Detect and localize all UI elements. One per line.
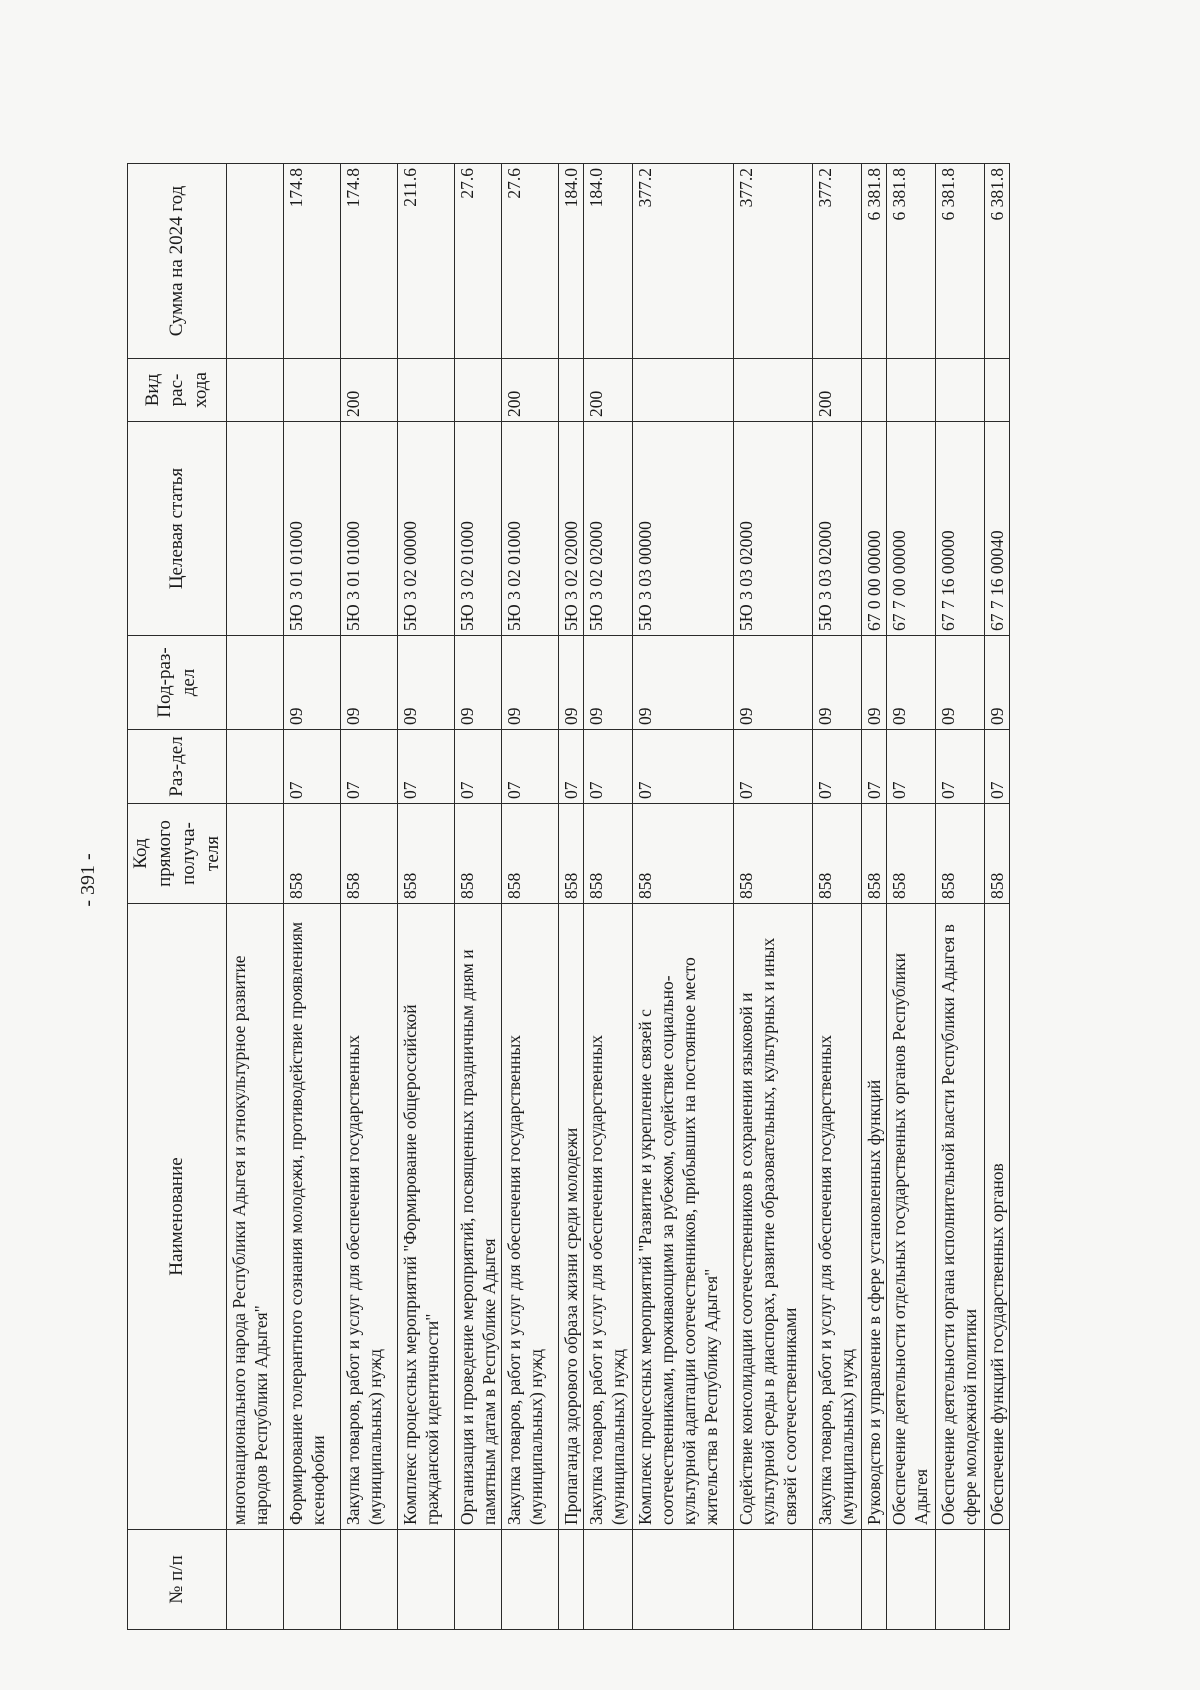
cell-num xyxy=(734,1530,813,1630)
cell-num xyxy=(985,1530,1010,1630)
cell-subsection: 09 xyxy=(887,636,936,730)
cell-sum: 377.2 xyxy=(633,164,734,359)
cell-expense xyxy=(985,359,1010,422)
cell-subsection: 09 xyxy=(398,636,455,730)
rotated-page xyxy=(77,164,1032,1630)
cell-name: Обеспечение функций государственных органов xyxy=(985,904,1010,1530)
cell-expense xyxy=(734,359,813,422)
table-row xyxy=(633,164,734,1630)
cell-sum: 377.2 xyxy=(734,164,813,359)
table-row xyxy=(455,164,502,1630)
cell-subsection: 09 xyxy=(559,636,584,730)
cell-sum: 377.2 xyxy=(813,164,862,359)
page-number: - 391 - xyxy=(77,853,99,907)
header-subsection: Под-раз-дел xyxy=(128,636,227,730)
cell-name: многонационального народа Республики Адыгея и этнокультурное развитие народов Республики Адыгея" xyxy=(227,904,284,1530)
cell-target: 5Ю 3 03 00000 xyxy=(633,422,734,636)
cell-expense: 200 xyxy=(584,359,633,422)
cell-target: 67 7 00 00000 xyxy=(887,422,936,636)
cell-name: Закупка товаров, работ и услуг для обеспечения государственных (муниципальных) нужд xyxy=(502,904,559,1530)
header-num: № п/п xyxy=(128,1530,227,1630)
cell-recipient: 858 xyxy=(284,804,341,904)
cell-section: 07 xyxy=(985,730,1010,804)
cell-section: 07 xyxy=(584,730,633,804)
header-target: Целевая статья xyxy=(128,422,227,636)
cell-section: 07 xyxy=(633,730,734,804)
cell-recipient: 858 xyxy=(734,804,813,904)
cell-name: Закупка товаров, работ и услуг для обеспечения государственных (муниципальных) нужд xyxy=(341,904,398,1530)
table-row xyxy=(936,164,985,1630)
header-sum: Сумма на 2024 год xyxy=(128,164,227,359)
cell-name: Комплекс процессных мероприятий "Развитие и укрепление связей с соотечественниками, проживающими за рубежом, содействие социально-культурной адаптации соотечественников, прибывших на постоянное место жительства в Республику Адыгея" xyxy=(633,904,734,1530)
cell-num xyxy=(633,1530,734,1630)
cell-name: Обеспечение деятельности отдельных государственных органов Республики Адыгея xyxy=(887,904,936,1530)
cell-expense xyxy=(936,359,985,422)
header-expense: Вид рас-хода xyxy=(128,359,227,422)
cell-recipient: 858 xyxy=(398,804,455,904)
cell-target: 5Ю 3 02 01000 xyxy=(455,422,502,636)
cell-target: 5Ю 3 02 00000 xyxy=(398,422,455,636)
cell-recipient: 858 xyxy=(584,804,633,904)
cell-name: Обеспечение деятельности органа исполнительной власти Республики Адыгея в сфере молодежной политики xyxy=(936,904,985,1530)
cell-subsection: 09 xyxy=(502,636,559,730)
table-header-row xyxy=(128,164,227,1630)
table-row xyxy=(398,164,455,1630)
cell-target: 5Ю 3 01 01000 xyxy=(284,422,341,636)
cell-name: Комплекс процессных мероприятий "Формирование общероссийской гражданской идентичности" xyxy=(398,904,455,1530)
cell-recipient: 858 xyxy=(455,804,502,904)
cell-num xyxy=(341,1530,398,1630)
cell-sum: 6 381.8 xyxy=(862,164,887,359)
cell-name: Формирование толерантного сознания молодежи, противодействие проявлениям ксенофобии xyxy=(284,904,341,1530)
cell-expense xyxy=(398,359,455,422)
cell-recipient: 858 xyxy=(502,804,559,904)
cell-expense xyxy=(862,359,887,422)
cell-section: 07 xyxy=(887,730,936,804)
cell-num xyxy=(455,1530,502,1630)
table-row xyxy=(284,164,341,1630)
cell-expense xyxy=(887,359,936,422)
table-row xyxy=(227,164,284,1630)
cell-recipient: 858 xyxy=(341,804,398,904)
cell-target: 5Ю 3 01 01000 xyxy=(341,422,398,636)
header-section: Раз-дел xyxy=(128,730,227,804)
cell-name: Пропаганда здорового образа жизни среди молодежи xyxy=(559,904,584,1530)
table-row xyxy=(985,164,1010,1630)
cell-recipient xyxy=(227,804,284,904)
cell-target: 5Ю 3 03 02000 xyxy=(813,422,862,636)
cell-expense xyxy=(284,359,341,422)
cell-num xyxy=(887,1530,936,1630)
cell-subsection xyxy=(227,636,284,730)
table-row xyxy=(887,164,936,1630)
table-row xyxy=(584,164,633,1630)
cell-target: 67 7 16 00040 xyxy=(985,422,1010,636)
cell-subsection: 09 xyxy=(633,636,734,730)
cell-name: Закупка товаров, работ и услуг для обеспечения государственных (муниципальных) нужд xyxy=(813,904,862,1530)
cell-recipient: 858 xyxy=(936,804,985,904)
table-row xyxy=(502,164,559,1630)
cell-sum: 184.0 xyxy=(584,164,633,359)
cell-recipient: 858 xyxy=(887,804,936,904)
cell-num xyxy=(936,1530,985,1630)
cell-subsection: 09 xyxy=(813,636,862,730)
cell-sum: 174.8 xyxy=(341,164,398,359)
cell-section: 07 xyxy=(862,730,887,804)
cell-name: Организация и проведение мероприятий, посвященных праздничным дням и памятным датам в Республике Адыгея xyxy=(455,904,502,1530)
cell-expense: 200 xyxy=(341,359,398,422)
cell-target xyxy=(227,422,284,636)
cell-target: 5Ю 3 03 02000 xyxy=(734,422,813,636)
cell-subsection: 09 xyxy=(936,636,985,730)
cell-name: Закупка товаров, работ и услуг для обеспечения государственных (муниципальных) нужд xyxy=(584,904,633,1530)
cell-section: 07 xyxy=(559,730,584,804)
cell-subsection: 09 xyxy=(862,636,887,730)
cell-sum: 6 381.8 xyxy=(887,164,936,359)
cell-expense xyxy=(455,359,502,422)
cell-sum: 184.0 xyxy=(559,164,584,359)
budget-table xyxy=(127,163,1010,1630)
cell-recipient: 858 xyxy=(985,804,1010,904)
cell-section: 07 xyxy=(341,730,398,804)
cell-num xyxy=(227,1530,284,1630)
header-name: Наименование xyxy=(128,904,227,1530)
cell-recipient: 858 xyxy=(633,804,734,904)
cell-recipient: 858 xyxy=(813,804,862,904)
cell-subsection: 09 xyxy=(584,636,633,730)
cell-num xyxy=(813,1530,862,1630)
cell-sum: 6 381.8 xyxy=(936,164,985,359)
cell-num xyxy=(398,1530,455,1630)
cell-subsection: 09 xyxy=(455,636,502,730)
cell-section: 07 xyxy=(284,730,341,804)
cell-num xyxy=(284,1530,341,1630)
cell-sum xyxy=(227,164,284,359)
cell-num xyxy=(559,1530,584,1630)
cell-section: 07 xyxy=(813,730,862,804)
cell-section: 07 xyxy=(502,730,559,804)
cell-target: 67 0 00 00000 xyxy=(862,422,887,636)
cell-expense: 200 xyxy=(813,359,862,422)
cell-target: 67 7 16 00000 xyxy=(936,422,985,636)
cell-subsection: 09 xyxy=(985,636,1010,730)
table-row xyxy=(862,164,887,1630)
cell-target: 5Ю 3 02 01000 xyxy=(502,422,559,636)
cell-section: 07 xyxy=(936,730,985,804)
cell-target: 5Ю 3 02 02000 xyxy=(559,422,584,636)
cell-name: Содействие консолидации соотечественников в сохранении языковой и культурной среды в диаспорах, развитие образовательных, культурных и иных связей с соотечественниками xyxy=(734,904,813,1530)
cell-section xyxy=(227,730,284,804)
cell-sum: 211.6 xyxy=(398,164,455,359)
cell-num xyxy=(584,1530,633,1630)
cell-expense: 200 xyxy=(502,359,559,422)
cell-section: 07 xyxy=(455,730,502,804)
cell-recipient: 858 xyxy=(862,804,887,904)
table-row xyxy=(813,164,862,1630)
cell-section: 07 xyxy=(734,730,813,804)
table-row xyxy=(734,164,813,1630)
table-row xyxy=(559,164,584,1630)
cell-recipient: 858 xyxy=(559,804,584,904)
cell-sum: 174.8 xyxy=(284,164,341,359)
cell-name: Руководство и управление в сфере установленных функций xyxy=(862,904,887,1530)
cell-section: 07 xyxy=(398,730,455,804)
cell-subsection: 09 xyxy=(284,636,341,730)
cell-subsection: 09 xyxy=(734,636,813,730)
table-row xyxy=(341,164,398,1630)
cell-expense xyxy=(633,359,734,422)
cell-num xyxy=(502,1530,559,1630)
cell-expense xyxy=(559,359,584,422)
cell-sum: 6 381.8 xyxy=(985,164,1010,359)
cell-expense xyxy=(227,359,284,422)
cell-sum: 27.6 xyxy=(502,164,559,359)
cell-target: 5Ю 3 02 02000 xyxy=(584,422,633,636)
cell-num xyxy=(862,1530,887,1630)
cell-sum: 27.6 xyxy=(455,164,502,359)
cell-subsection: 09 xyxy=(341,636,398,730)
header-recipient: Код прямого получа-теля xyxy=(128,804,227,904)
